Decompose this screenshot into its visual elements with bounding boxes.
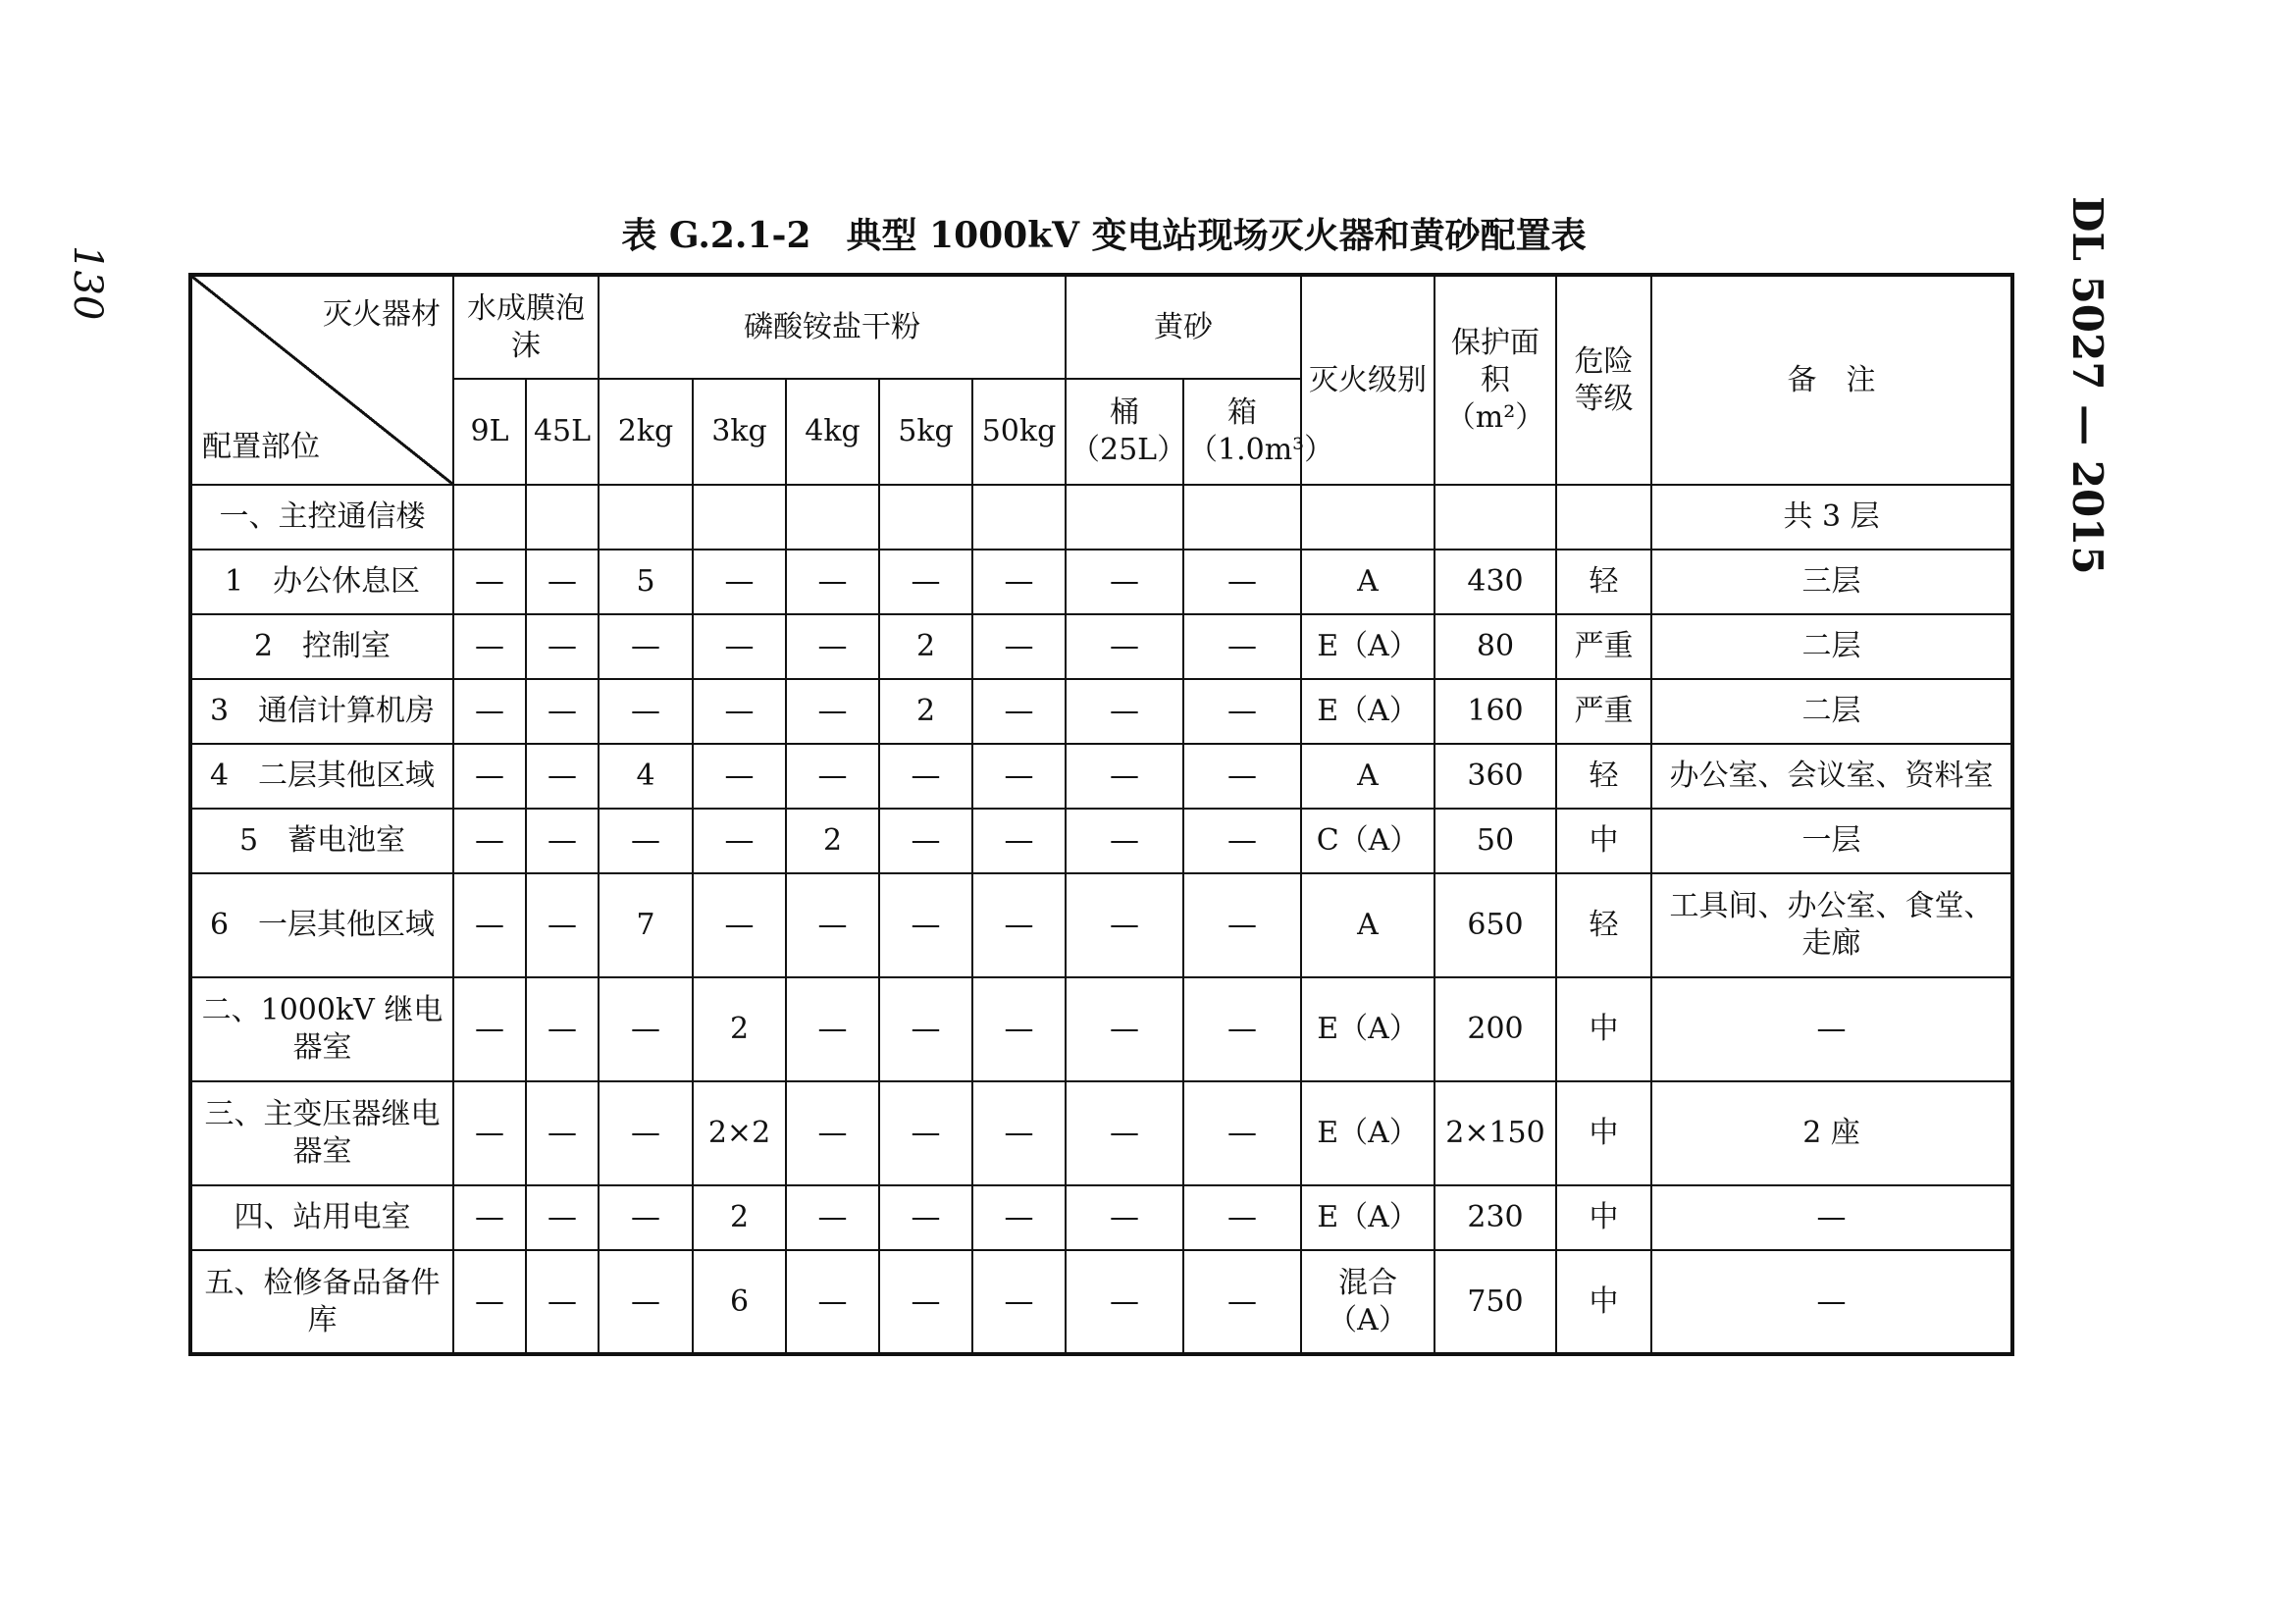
powder-2kg-cell: — [599, 679, 693, 744]
location-cell: 4 二层其他区域 [190, 744, 453, 809]
sand-bucket-cell: — [1066, 679, 1183, 744]
protected-area-cell: 430 [1434, 550, 1556, 614]
fire-class-cell: E（A） [1301, 614, 1434, 679]
remark-cell: — [1651, 977, 2012, 1081]
foam-9l-cell: — [453, 873, 526, 977]
header-sub-4kg: 4kg [786, 379, 879, 485]
foam-9l-cell: — [453, 744, 526, 809]
fire-class-cell: A [1301, 550, 1434, 614]
hazard-level-cell: 严重 [1556, 679, 1651, 744]
header-sand-group: 黄砂 [1066, 275, 1301, 379]
foam-45l-cell [526, 485, 599, 550]
location-cell: 一、主控通信楼 [190, 485, 453, 550]
protected-area-cell: 2×150 [1434, 1081, 1556, 1185]
header-sub-5kg: 5kg [879, 379, 972, 485]
sand-box-cell [1183, 485, 1301, 550]
fire-class-cell: A [1301, 744, 1434, 809]
sand-box-cell: — [1183, 809, 1301, 873]
powder-4kg-cell: — [786, 873, 879, 977]
powder-2kg-cell: — [599, 809, 693, 873]
sand-box-cell: — [1183, 1250, 1301, 1354]
table-row [190, 485, 2012, 550]
sand-box-cell: — [1183, 744, 1301, 809]
remark-cell: 2 座 [1651, 1081, 2012, 1185]
powder-5kg-cell [879, 485, 972, 550]
powder-2kg-cell: 4 [599, 744, 693, 809]
powder-2kg-cell: — [599, 1081, 693, 1185]
hazard-level-cell: 中 [1556, 1185, 1651, 1250]
header-equipment-label: 灭火器材 [323, 297, 441, 332]
header-sub-45l: 45L [526, 379, 599, 485]
foam-9l-cell: — [453, 550, 526, 614]
header-sub-50kg: 50kg [972, 379, 1066, 485]
diagonal-header-cell [190, 275, 453, 485]
standard-code: DL 5027 — 2015 [2063, 196, 2112, 575]
fire-class-cell: E（A） [1301, 679, 1434, 744]
hazard-level-cell: 严重 [1556, 614, 1651, 679]
header-hazard-level: 危险等级 [1556, 275, 1651, 485]
protected-area-cell: 160 [1434, 679, 1556, 744]
sand-bucket-cell: — [1066, 614, 1183, 679]
fire-class-cell: 混合（A） [1301, 1250, 1434, 1354]
sand-bucket-cell: — [1066, 550, 1183, 614]
powder-50kg-cell: — [972, 1250, 1066, 1354]
protected-area-cell: 200 [1434, 977, 1556, 1081]
powder-50kg-cell: — [972, 550, 1066, 614]
powder-50kg-cell: — [972, 873, 1066, 977]
header-protected-area: 保护面积（m²） [1434, 275, 1556, 485]
foam-45l-cell: — [526, 977, 599, 1081]
powder-2kg-cell [599, 485, 693, 550]
header-sub-2kg: 2kg [599, 379, 693, 485]
fire-class-cell: C（A） [1301, 809, 1434, 873]
powder-50kg-cell: — [972, 744, 1066, 809]
foam-9l-cell: — [453, 614, 526, 679]
powder-50kg-cell: — [972, 679, 1066, 744]
powder-5kg-cell: — [879, 977, 972, 1081]
sand-bucket-cell: — [1066, 1185, 1183, 1250]
sand-box-cell: — [1183, 614, 1301, 679]
location-cell: 四、站用电室 [190, 1185, 453, 1250]
sand-box-cell: — [1183, 1081, 1301, 1185]
fire-class-cell: A [1301, 873, 1434, 977]
location-cell: 五、检修备品备件库 [190, 1250, 453, 1354]
table-row [190, 873, 2012, 977]
sand-box-cell: — [1183, 1185, 1301, 1250]
sand-bucket-cell [1066, 485, 1183, 550]
fire-class-cell: E（A） [1301, 1185, 1434, 1250]
location-cell: 二、1000kV 继电器室 [190, 977, 453, 1081]
foam-45l-cell: — [526, 809, 599, 873]
powder-4kg-cell: — [786, 1250, 879, 1354]
powder-5kg-cell: — [879, 744, 972, 809]
powder-4kg-cell: — [786, 614, 879, 679]
powder-3kg-cell: — [693, 679, 786, 744]
foam-9l-cell: — [453, 977, 526, 1081]
powder-3kg-cell: — [693, 744, 786, 809]
hazard-level-cell: 轻 [1556, 744, 1651, 809]
protected-area-cell: 750 [1434, 1250, 1556, 1354]
foam-45l-cell: — [526, 614, 599, 679]
location-cell: 6 一层其他区域 [190, 873, 453, 977]
sand-bucket-cell: — [1066, 744, 1183, 809]
foam-45l-cell: — [526, 873, 599, 977]
hazard-level-cell: 中 [1556, 809, 1651, 873]
sand-box-cell: — [1183, 679, 1301, 744]
foam-9l-cell: — [453, 1081, 526, 1185]
location-cell: 1 办公休息区 [190, 550, 453, 614]
powder-3kg-cell: 2 [693, 1185, 786, 1250]
header-row-1 [190, 275, 2012, 379]
powder-5kg-cell: — [879, 873, 972, 977]
header-location-label: 配置部位 [202, 430, 320, 464]
foam-45l-cell: — [526, 1250, 599, 1354]
powder-5kg-cell: — [879, 550, 972, 614]
powder-3kg-cell: 6 [693, 1250, 786, 1354]
powder-4kg-cell: — [786, 1185, 879, 1250]
powder-3kg-cell: — [693, 550, 786, 614]
protected-area-cell: 50 [1434, 809, 1556, 873]
powder-5kg-cell: — [879, 1185, 972, 1250]
powder-2kg-cell: — [599, 1185, 693, 1250]
powder-2kg-cell: 7 [599, 873, 693, 977]
powder-5kg-cell: 2 [879, 614, 972, 679]
configuration-table [188, 273, 2014, 1356]
powder-2kg-cell: — [599, 1250, 693, 1354]
table-row [190, 1185, 2012, 1250]
foam-45l-cell: — [526, 550, 599, 614]
header-sand-box: 箱 （1.0m³） [1183, 379, 1301, 485]
powder-3kg-cell: — [693, 873, 786, 977]
fire-class-cell: E（A） [1301, 977, 1434, 1081]
foam-45l-cell: — [526, 679, 599, 744]
sand-bucket-cell: — [1066, 873, 1183, 977]
sand-bucket-cell: — [1066, 1081, 1183, 1185]
hazard-level-cell: 中 [1556, 1250, 1651, 1354]
table-row [190, 1081, 2012, 1185]
powder-3kg-cell: 2×2 [693, 1081, 786, 1185]
location-cell: 5 蓄电池室 [190, 809, 453, 873]
powder-2kg-cell: — [599, 614, 693, 679]
table-body [190, 485, 2012, 1354]
sand-box-cell: — [1183, 873, 1301, 977]
remark-cell: 共 3 层 [1651, 485, 2012, 550]
foam-9l-cell: — [453, 1250, 526, 1354]
header-foam-group: 水成膜泡沫 [453, 275, 599, 379]
foam-9l-cell: — [453, 809, 526, 873]
sand-bucket-cell: — [1066, 977, 1183, 1081]
sand-box-cell: — [1183, 977, 1301, 1081]
foam-45l-cell: — [526, 1081, 599, 1185]
page-number: 130 [65, 245, 110, 321]
powder-50kg-cell [972, 485, 1066, 550]
table-row [190, 614, 2012, 679]
header-fire-class: 灭火级别 [1301, 275, 1434, 485]
powder-50kg-cell: — [972, 977, 1066, 1081]
remark-cell: 二层 [1651, 614, 2012, 679]
remark-cell: 一层 [1651, 809, 2012, 873]
powder-3kg-cell: — [693, 809, 786, 873]
remark-cell: — [1651, 1250, 2012, 1354]
powder-5kg-cell: 2 [879, 679, 972, 744]
sand-bucket-cell: — [1066, 809, 1183, 873]
hazard-level-cell [1556, 485, 1651, 550]
foam-45l-cell: — [526, 744, 599, 809]
powder-50kg-cell: — [972, 614, 1066, 679]
powder-3kg-cell: — [693, 614, 786, 679]
protected-area-cell [1434, 485, 1556, 550]
header-remark: 备 注 [1651, 275, 2012, 485]
header-sub-9l: 9L [453, 379, 526, 485]
foam-45l-cell: — [526, 1185, 599, 1250]
remark-cell: 三层 [1651, 550, 2012, 614]
table-row [190, 809, 2012, 873]
table-row [190, 1250, 2012, 1354]
protected-area-cell: 80 [1434, 614, 1556, 679]
fire-class-cell: E（A） [1301, 1081, 1434, 1185]
powder-4kg-cell: — [786, 1081, 879, 1185]
remark-cell: 工具间、办公室、食堂、走廊 [1651, 873, 2012, 977]
powder-4kg-cell: 2 [786, 809, 879, 873]
table-row [190, 679, 2012, 744]
powder-4kg-cell: — [786, 977, 879, 1081]
location-cell: 3 通信计算机房 [190, 679, 453, 744]
header-sub-3kg: 3kg [693, 379, 786, 485]
powder-4kg-cell [786, 485, 879, 550]
sand-box-cell: — [1183, 550, 1301, 614]
powder-3kg-cell: 2 [693, 977, 786, 1081]
foam-9l-cell: — [453, 679, 526, 744]
hazard-level-cell: 中 [1556, 977, 1651, 1081]
remark-cell: 办公室、会议室、资料室 [1651, 744, 2012, 809]
powder-50kg-cell: — [972, 809, 1066, 873]
hazard-level-cell: 中 [1556, 1081, 1651, 1185]
powder-5kg-cell: — [879, 809, 972, 873]
sand-bucket-cell: — [1066, 1250, 1183, 1354]
remark-cell: 二层 [1651, 679, 2012, 744]
header-powder-group: 磷酸铵盐干粉 [599, 275, 1066, 379]
powder-2kg-cell: — [599, 977, 693, 1081]
remark-cell: — [1651, 1185, 2012, 1250]
powder-4kg-cell: — [786, 744, 879, 809]
table-row [190, 550, 2012, 614]
powder-3kg-cell [693, 485, 786, 550]
powder-4kg-cell: — [786, 550, 879, 614]
powder-4kg-cell: — [786, 679, 879, 744]
hazard-level-cell: 轻 [1556, 550, 1651, 614]
powder-50kg-cell: — [972, 1081, 1066, 1185]
protected-area-cell: 230 [1434, 1185, 1556, 1250]
powder-5kg-cell: — [879, 1081, 972, 1185]
powder-5kg-cell: — [879, 1250, 972, 1354]
protected-area-cell: 360 [1434, 744, 1556, 809]
powder-50kg-cell: — [972, 1185, 1066, 1250]
foam-9l-cell: — [453, 1185, 526, 1250]
location-cell: 三、主变压器继电器室 [190, 1081, 453, 1185]
location-cell: 2 控制室 [190, 614, 453, 679]
foam-9l-cell [453, 485, 526, 550]
fire-class-cell [1301, 485, 1434, 550]
hazard-level-cell: 轻 [1556, 873, 1651, 977]
header-sand-bucket: 桶 （25L） [1066, 379, 1183, 485]
table-row [190, 744, 2012, 809]
protected-area-cell: 650 [1434, 873, 1556, 977]
table-row [190, 977, 2012, 1081]
powder-2kg-cell: 5 [599, 550, 693, 614]
table-title: 表 G.2.1-2 典型 1000kV 变电站现场灭火器和黄砂配置表 [621, 215, 1587, 256]
